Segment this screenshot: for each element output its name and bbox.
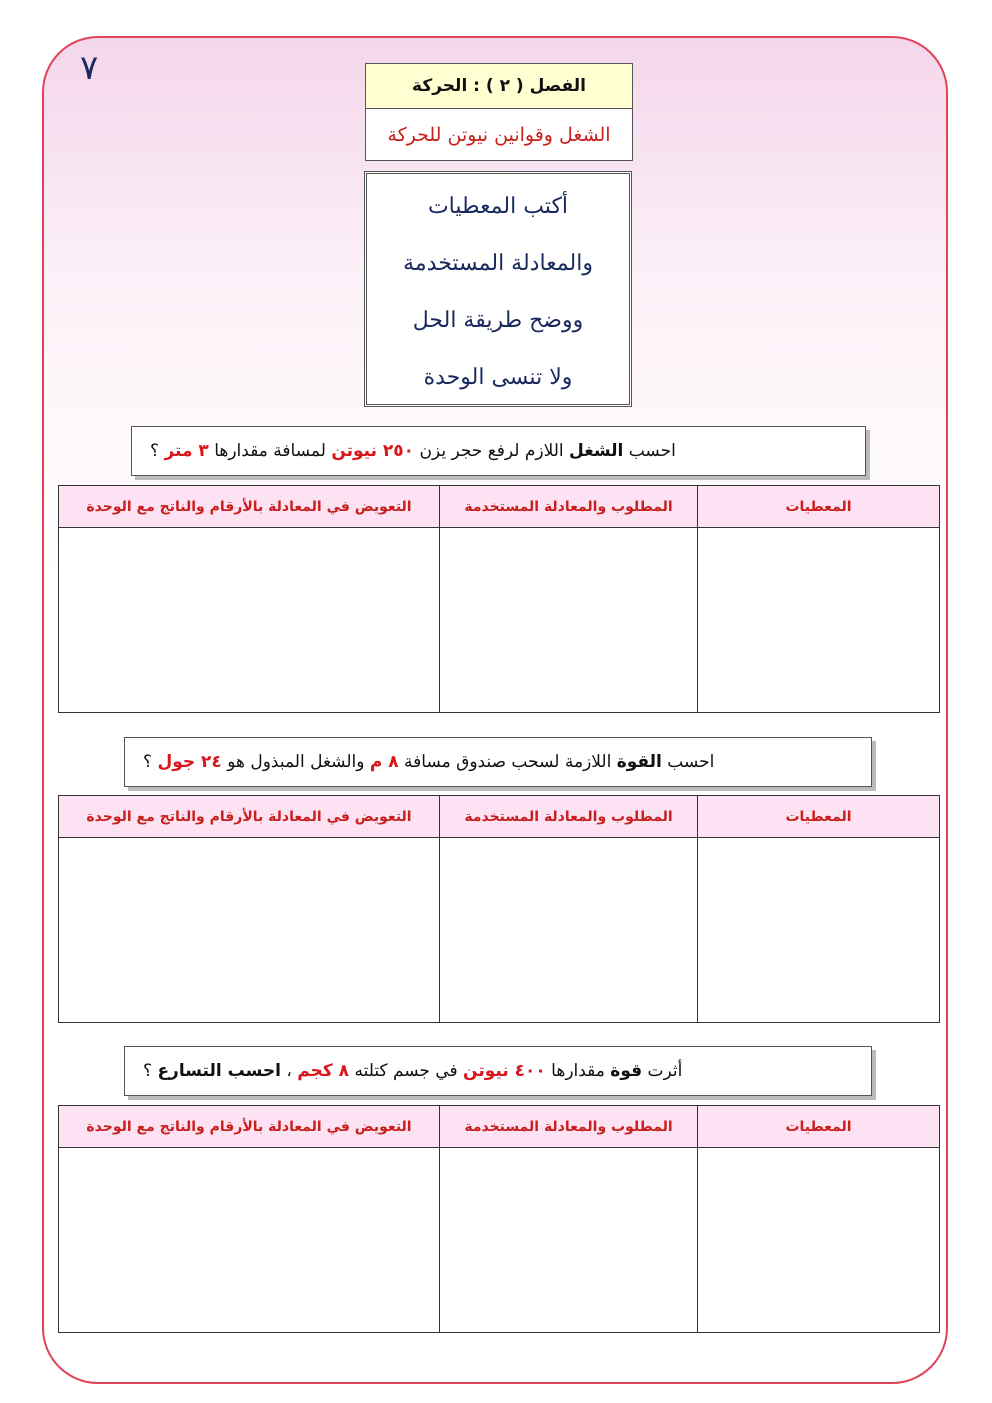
question-text: اللازم لرفع حجر يزن — [414, 441, 570, 461]
answer-table-1 — [58, 485, 940, 713]
instruction-line: ووضح طريقة الحل — [412, 308, 584, 333]
question-1-text — [150, 441, 676, 461]
givens-header: المعطيات — [698, 796, 939, 838]
question-text: احسب — [623, 441, 676, 461]
question-text: ؟ — [143, 1061, 158, 1081]
instruction-line: ولا تنسى الوحدة — [423, 365, 573, 390]
substitution-column — [59, 486, 439, 712]
question-text: احسب — [661, 752, 715, 772]
equation-column — [439, 1106, 697, 1332]
answer-table-3 — [58, 1105, 940, 1333]
equation-header: المطلوب والمعادلة المستخدمة — [440, 796, 697, 838]
substitution-header: التعويض في المعادلة بالأرقام والناتج مع الوحدة — [59, 796, 439, 838]
substitution-column — [59, 796, 439, 1022]
substitution-cell[interactable] — [59, 838, 439, 1022]
question-text: ؟ — [150, 441, 165, 461]
question-value: ٢٥٠ نيوتن — [331, 441, 415, 461]
givens-header: المعطيات — [698, 486, 939, 528]
substitution-cell[interactable] — [59, 528, 439, 712]
question-text: ، — [280, 1061, 298, 1081]
chapter-box — [365, 63, 633, 161]
givens-header: المعطيات — [698, 1106, 939, 1148]
question-keyword: قوة — [610, 1061, 643, 1081]
givens-column — [697, 796, 939, 1022]
question-2-box — [124, 737, 872, 787]
equation-cell[interactable] — [440, 1148, 697, 1332]
question-value: ٨ كجم — [297, 1061, 350, 1081]
substitution-cell[interactable] — [59, 1148, 439, 1332]
question-3-text — [143, 1061, 682, 1081]
substitution-header: التعويض في المعادلة بالأرقام والناتج مع الوحدة — [59, 1106, 439, 1148]
question-text: في جسم كتلته — [349, 1061, 464, 1081]
equation-cell[interactable] — [440, 838, 697, 1022]
givens-column — [697, 1106, 939, 1332]
question-keyword: احسب التسارع — [157, 1061, 281, 1081]
page-number: ٧ — [80, 48, 99, 88]
question-1-box — [131, 426, 866, 476]
question-value: ٤٠٠ نيوتن — [463, 1061, 546, 1081]
chapter-title: الفصل ( ٢ ) : الحركة — [366, 64, 632, 109]
answer-table-2 — [58, 795, 940, 1023]
equation-cell[interactable] — [440, 528, 697, 712]
equation-column — [439, 486, 697, 712]
question-text: والشغل المبذول هو — [221, 752, 370, 772]
equation-header: المطلوب والمعادلة المستخدمة — [440, 1106, 697, 1148]
question-2-text — [143, 752, 714, 772]
question-text: أثرت — [642, 1061, 683, 1081]
equation-column — [439, 796, 697, 1022]
chapter-subtitle: الشغل وقوانين نيوتن للحركة — [387, 124, 611, 146]
question-value: ٨ م — [369, 752, 399, 772]
question-keyword: الشغل — [569, 441, 624, 461]
instruction-line: والمعادلة المستخدمة — [403, 251, 593, 276]
substitution-column — [59, 1106, 439, 1332]
question-text: اللازمة لسحب صندوق مسافة — [398, 752, 617, 772]
givens-column — [697, 486, 939, 712]
givens-cell[interactable] — [698, 1148, 939, 1332]
question-value: ٣ متر — [164, 441, 209, 461]
instruction-line: أكتب المعطيات — [427, 194, 569, 219]
question-3-box — [124, 1046, 872, 1096]
equation-header: المطلوب والمعادلة المستخدمة — [440, 486, 697, 528]
givens-cell[interactable] — [698, 838, 939, 1022]
question-keyword: القوة — [616, 752, 662, 772]
givens-cell[interactable] — [698, 528, 939, 712]
substitution-header: التعويض في المعادلة بالأرقام والناتج مع الوحدة — [59, 486, 439, 528]
question-text: مقدارها — [545, 1061, 611, 1081]
question-text: لمسافة مقدارها — [208, 441, 332, 461]
question-value: ٢٤ جول — [157, 752, 222, 772]
question-text: ؟ — [143, 752, 158, 772]
instructions-box — [364, 171, 632, 407]
